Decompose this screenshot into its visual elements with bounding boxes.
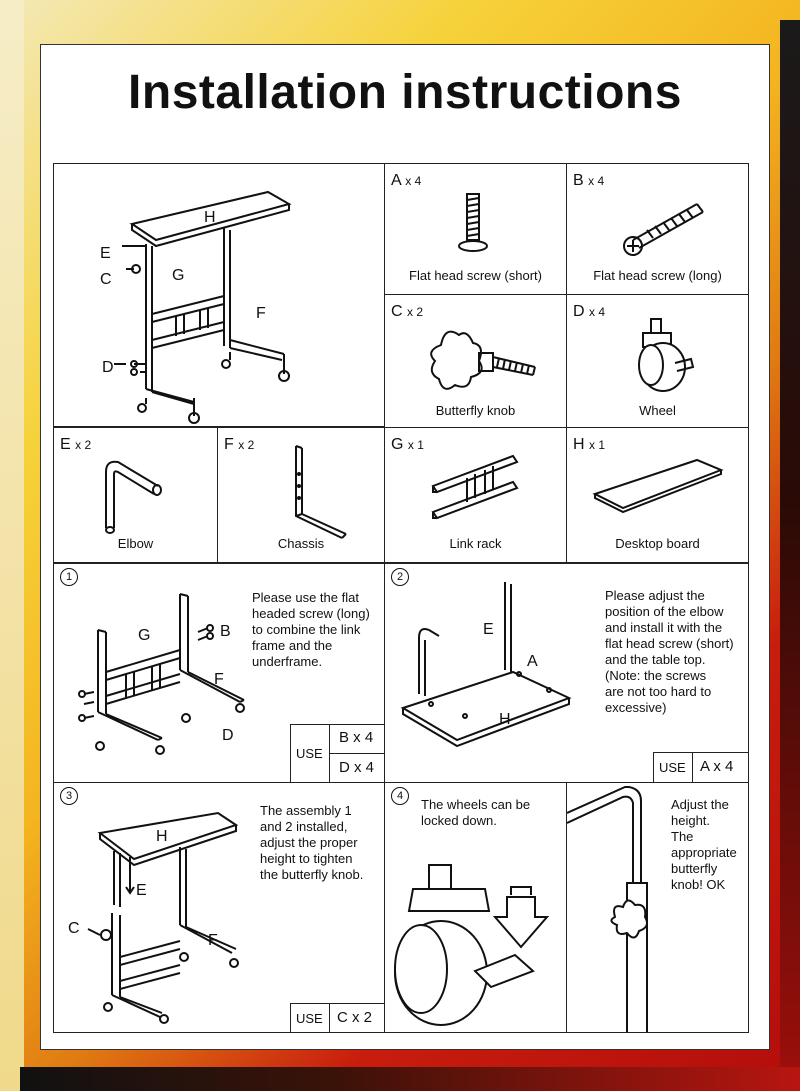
desktop-board-icon bbox=[567, 440, 748, 540]
part-b-qty: x 4 bbox=[588, 174, 605, 188]
part-c-name: Butterfly knob bbox=[435, 403, 516, 418]
step-2-use-box bbox=[653, 752, 749, 783]
part-b-label: B bbox=[573, 172, 584, 189]
step-4-text: The wheels can be locked down. bbox=[421, 797, 531, 828]
overview-label-d: D bbox=[102, 359, 114, 376]
part-a-qty: x 4 bbox=[405, 174, 422, 188]
flat-head-screw-short-icon bbox=[385, 174, 566, 274]
step-3-label-f: F bbox=[208, 932, 218, 949]
part-e-label: E bbox=[60, 436, 71, 453]
part-h-name: Desktop board bbox=[615, 536, 700, 551]
step-2-label-e: E bbox=[483, 621, 494, 638]
overview-label-h: H bbox=[204, 209, 216, 226]
part-e-qty: x 2 bbox=[75, 438, 92, 452]
step-2-use-item-a: A x 4 bbox=[700, 758, 734, 775]
step-4-height-cell bbox=[566, 782, 749, 1033]
part-cell-f bbox=[217, 427, 385, 563]
step-2-use-label: USE bbox=[659, 760, 686, 775]
part-h-label: H bbox=[573, 436, 585, 453]
height-adjust-illustration bbox=[567, 783, 667, 1032]
part-f-name: Chassis bbox=[277, 536, 325, 551]
chassis-icon bbox=[218, 440, 384, 540]
step-1-illustration bbox=[64, 574, 264, 774]
frame-left-edge bbox=[0, 0, 24, 1091]
step-1-label-f: F bbox=[214, 671, 224, 688]
part-a-name: Flat head screw (short) bbox=[409, 268, 542, 283]
part-c-label: C bbox=[391, 303, 403, 320]
wheel-icon bbox=[567, 303, 748, 403]
step-3-label-e: E bbox=[136, 882, 147, 899]
step-2-label-a: A bbox=[527, 653, 538, 670]
step-2-illustration bbox=[389, 574, 599, 774]
part-cell-b bbox=[566, 163, 749, 295]
step-1-text: Please use the flat headed screw (long) to combine the link frame and the underframe. bbox=[252, 590, 370, 669]
step-3-use-box bbox=[290, 1003, 385, 1033]
step-1-use-item-d: D x 4 bbox=[339, 759, 375, 776]
overview-cell bbox=[53, 163, 385, 427]
step-1-label-g: G bbox=[138, 627, 151, 644]
overview-label-e: E bbox=[100, 245, 111, 262]
part-cell-g bbox=[384, 427, 567, 563]
step-2-number: 2 bbox=[391, 568, 409, 586]
part-f-label: F bbox=[224, 436, 234, 453]
step-1-label-b: B bbox=[220, 623, 231, 640]
part-cell-a bbox=[384, 163, 567, 295]
part-f-qty: x 2 bbox=[238, 438, 255, 452]
step-2-label-h: H bbox=[499, 711, 511, 728]
overview-label-c: C bbox=[100, 271, 112, 288]
part-d-qty: x 4 bbox=[589, 305, 606, 319]
part-d-label: D bbox=[573, 303, 585, 320]
step-1-number: 1 bbox=[60, 568, 78, 586]
step-3-use-label: USE bbox=[296, 1011, 323, 1026]
step-1-use-box bbox=[290, 724, 385, 783]
step-1-label-d: D bbox=[222, 727, 234, 744]
part-c-qty: x 2 bbox=[407, 305, 424, 319]
instruction-sheet bbox=[40, 44, 770, 1050]
flat-head-screw-long-icon bbox=[567, 174, 748, 274]
step-4-cell bbox=[384, 782, 567, 1033]
step-1-use-label: USE bbox=[296, 746, 323, 761]
step-2-text: Please adjust the position of the elbow and install it with the flat head screw (short) and the table top. (Note: the screws are not too hard to excessive) bbox=[605, 588, 734, 715]
part-g-label: G bbox=[391, 436, 404, 453]
step-3-label-c: C bbox=[68, 920, 80, 937]
part-e-name: Elbow bbox=[117, 536, 154, 551]
page-title: Installation instructions bbox=[128, 66, 682, 119]
overview-label-g: G bbox=[172, 267, 185, 284]
part-g-name: Link rack bbox=[449, 536, 502, 551]
step-1-cell bbox=[53, 563, 385, 783]
part-cell-d bbox=[566, 294, 749, 428]
part-cell-c bbox=[384, 294, 567, 428]
step-4-number: 4 bbox=[391, 787, 409, 805]
part-b-name: Flat head screw (long) bbox=[593, 268, 722, 283]
step-4-side-text: Adjust the height. The appropriate butterfly knob! OK bbox=[671, 797, 737, 892]
step-2-cell bbox=[384, 563, 749, 783]
part-d-name: Wheel bbox=[639, 403, 676, 418]
step-3-label-h: H bbox=[156, 828, 168, 845]
step-3-cell bbox=[53, 782, 385, 1033]
assembled-table-illustration bbox=[54, 164, 384, 426]
step-3-use-item-c: C x 2 bbox=[337, 1009, 373, 1026]
elbow-icon bbox=[54, 442, 217, 542]
step-1-use-item-b: B x 4 bbox=[339, 729, 374, 746]
butterfly-knob-icon bbox=[385, 303, 566, 403]
part-a-label: A bbox=[391, 172, 401, 189]
wheel-lock-illustration bbox=[385, 851, 566, 1031]
link-rack-icon bbox=[385, 440, 566, 540]
step-3-text: The assembly 1 and 2 installed, adjust the proper height to tighten the butterfly knob. bbox=[260, 803, 364, 882]
part-cell-e bbox=[53, 427, 218, 563]
part-g-qty: x 1 bbox=[407, 438, 424, 452]
step-3-illustration bbox=[64, 797, 264, 1027]
frame-bottom-shadow bbox=[20, 1067, 800, 1091]
step-3-number: 3 bbox=[60, 787, 78, 805]
part-h-qty: x 1 bbox=[589, 438, 606, 452]
part-cell-h bbox=[566, 427, 749, 563]
overview-label-f: F bbox=[256, 305, 266, 322]
frame-right-shadow bbox=[780, 20, 800, 1091]
